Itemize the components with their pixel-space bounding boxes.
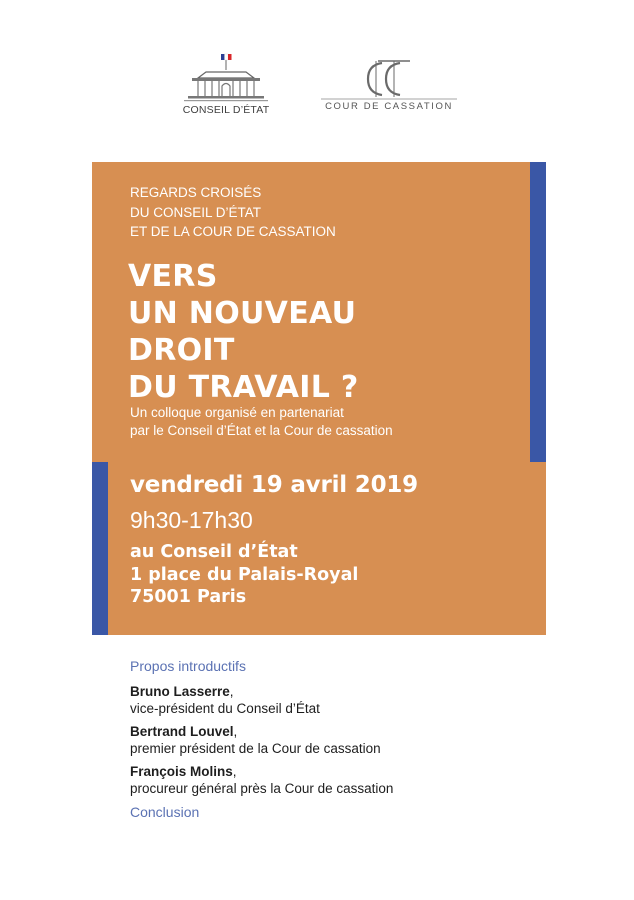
- cc-monogram-icon: [318, 55, 460, 101]
- cour-cassation-logo: [318, 55, 460, 120]
- title-line: DU TRAVAIL ?: [128, 370, 359, 405]
- speaker-name: François Molins: [130, 764, 233, 779]
- series-line: REGARDS CROISÉS: [130, 185, 262, 200]
- series-title: [130, 183, 336, 242]
- program: [130, 658, 393, 829]
- subtitle: [130, 404, 393, 440]
- intro-heading: Propos introductifs: [130, 658, 246, 674]
- speaker-name: Bertrand Louvel: [130, 724, 234, 739]
- cour-cassation-wordmark: COUR DE CASSATION: [325, 101, 453, 112]
- speaker-item: [130, 723, 393, 757]
- location-line: 75001 Paris: [130, 587, 247, 607]
- speaker-role: procureur général près la Cour de cassation: [130, 781, 394, 796]
- speaker-role: premier président de la Cour de cassation: [130, 741, 381, 756]
- speaker-comma: ,: [233, 724, 238, 739]
- event-date: vendredi 19 avril 2019: [130, 472, 418, 498]
- event-location: [130, 541, 358, 609]
- conseil-etat-logo: [178, 50, 274, 120]
- palais-royal-icon: [178, 50, 274, 106]
- blue-accent-bar-left: [92, 462, 108, 635]
- series-line: ET DE LA COUR DE CASSATION: [130, 224, 336, 239]
- speaker-comma: ,: [232, 764, 237, 779]
- location-line: 1 place du Palais-Royal: [130, 564, 359, 585]
- subtitle-line: par le Conseil d’État et la Cour de cassation: [130, 423, 393, 438]
- subtitle-line: Un colloque organisé en partenariat: [130, 405, 344, 420]
- speaker-comma: ,: [229, 684, 234, 699]
- speaker-item: [130, 763, 393, 797]
- main-title: [128, 258, 359, 406]
- blue-accent-bar-right: [530, 162, 546, 462]
- location-line: au Conseil d’État: [130, 542, 298, 562]
- speaker-item: [130, 683, 393, 717]
- conclusion-heading: Conclusion: [130, 804, 200, 820]
- title-line: VERS: [128, 259, 218, 294]
- conseil-etat-wordmark: CONSEIL D’ÉTAT: [182, 104, 270, 116]
- title-line: DROIT: [128, 333, 235, 368]
- series-line: DU CONSEIL D’ÉTAT: [130, 204, 262, 220]
- title-line: UN NOUVEAU: [128, 296, 357, 331]
- speaker-role: vice-président du Conseil d’État: [130, 701, 320, 716]
- event-time: 9h30-17h30: [130, 507, 253, 533]
- speaker-name: Bruno Lasserre: [130, 684, 230, 699]
